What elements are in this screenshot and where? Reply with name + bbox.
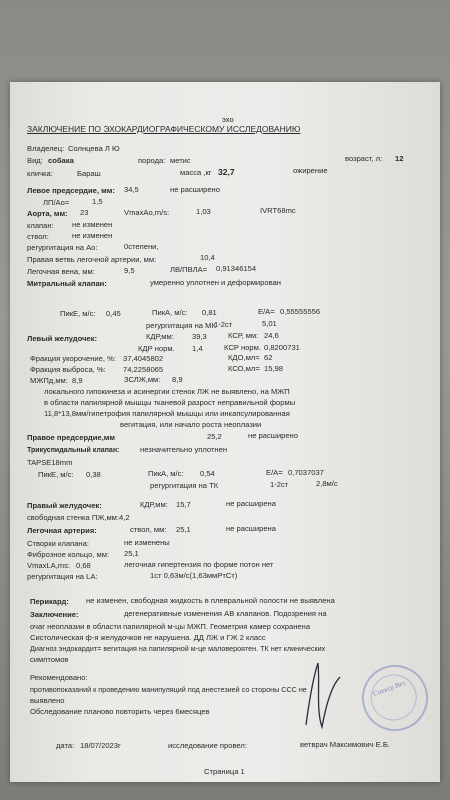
ra-label: Правое предсердие,мм: [27, 433, 115, 442]
pa-reg: 1ст 0,63м/с(1,63ммРтСт): [150, 571, 238, 580]
owner-label: Владелец:: [27, 144, 65, 153]
stamp-inner-ring: [364, 668, 423, 727]
signature: [296, 655, 356, 735]
rv-note: не расширена: [226, 499, 276, 508]
stamp-text: Спектр Вет: [372, 678, 407, 698]
date-value: 18/07/2023г: [80, 741, 121, 750]
lv-kdo: 62: [264, 353, 273, 362]
ra-note: не расширено: [248, 431, 298, 440]
pa-note: не расширена: [226, 524, 276, 533]
page-number: Страница 1: [204, 767, 245, 776]
status-value: ожирение: [293, 166, 328, 175]
pericard-label: Перикард:: [30, 597, 69, 606]
tricuspid-peake: 0,38: [86, 470, 101, 479]
tricuspid-desc: незначительно уплотнен: [140, 445, 228, 454]
recommend-line-1: противопоказаний к проведению манипуляций под анестезией со стороны ССС не: [30, 685, 307, 694]
aorta-valve-label: клапан:: [27, 221, 54, 230]
lv-ef-label: Фракция выброса, %:: [30, 365, 106, 374]
tricuspid-label: Трикуспидальный клапан:: [27, 447, 120, 454]
lv-note-2: в области папилярной мышцы тканевой разрост неправильной формы: [44, 398, 296, 407]
aorta-reg-label: регургитация на Ao:: [27, 243, 98, 252]
lv-label: Левый желудочек:: [27, 334, 97, 343]
lv-note-4: вегитация, или начало роста неоплазии: [120, 420, 262, 429]
lv-kdo-label: КДО,мл=: [228, 353, 260, 362]
species-value: собака: [48, 156, 74, 165]
aorta-trunk: не изменен: [72, 231, 113, 240]
owner-value: Солнцева Л Ю: [68, 144, 120, 153]
mitral-peaka-label: ПикА, м/с:: [152, 308, 188, 317]
pa-ring-label: Фиброзное кольцо, мм:: [27, 550, 110, 559]
la-label: Левое предсердие, мм:: [27, 186, 115, 195]
lv-kdr-norm-label: КДР норм.: [138, 344, 175, 353]
breed-label: порода:: [138, 156, 166, 165]
mitral-reg-val: 5,01: [262, 319, 277, 328]
mass-value: 32,7: [218, 167, 235, 177]
report-title: ЗАКЛЮЧЕНИЕ ПО ЭХОКАРДИОГРАФИЧЕСКОМУ ИССЛЕДОВАНИЮ: [27, 124, 301, 134]
lv-mzhp: 8,9: [72, 376, 83, 385]
mitral-label: Митральный клапан:: [27, 279, 107, 288]
pa-vmax: 0,68: [76, 561, 91, 570]
la-ratio-label: ЛП/Ао=: [43, 198, 70, 207]
recommend-line-3: Обследование планово повторить через 6месяцев: [30, 707, 210, 716]
ra-value: 25,2: [207, 432, 222, 441]
species-label: Вид:: [27, 156, 43, 165]
la-note: не расширено: [170, 185, 220, 194]
doctor-label: исследование провел:: [168, 741, 247, 750]
tricuspid-peake-label: ПикЕ, м/с:: [38, 470, 74, 479]
lv-ksr-norm-label: КСР норм.: [224, 343, 261, 352]
lv-ef: 74,2258065: [123, 365, 164, 374]
conclusion-label: Заключение:: [30, 610, 79, 619]
date-label: дата:: [56, 741, 75, 750]
mitral-peake: 0,45: [106, 309, 121, 318]
tricuspid-reg-deg: 1-2ст: [270, 480, 289, 489]
age-label: возраст, л:: [345, 154, 383, 163]
pa-trunk: 25,1: [176, 525, 191, 534]
mitral-peake-label: ПикЕ, м/с:: [60, 309, 96, 318]
aorta-vmax-label: VmaxAo,m/s:: [124, 208, 170, 217]
conclusion-line-4: Диагноз эндокардит= вегитация на папилярной м-це маловероятен. ТК нет клинических: [30, 644, 326, 653]
aorta-reg: 0степени,: [124, 242, 159, 251]
pv-ratio: 0,91346154: [216, 264, 257, 273]
tricuspid-reg-label: регургитация на ТК: [150, 481, 219, 490]
rv-wall: свободная стенка ПЖ,мм:4,2: [27, 513, 130, 522]
lv-fs-label: Фракция укорочение, %:: [30, 354, 116, 363]
la-ratio: 1,5: [92, 197, 103, 206]
conclusion-line-1: дегенеративные изменения АВ клапанов. Подозрения на: [124, 609, 327, 618]
lv-zslzh: 8,9: [172, 375, 183, 384]
lv-kdr-norm: 1,4: [192, 344, 203, 353]
conclusion-line-5: симптомов: [30, 655, 69, 664]
la-value: 34,5: [124, 185, 139, 194]
pa-label: Легочная артерия:: [27, 526, 97, 535]
lv-kso: 15,98: [264, 364, 284, 373]
aorta-ivrt: IVRT68mc: [260, 206, 296, 215]
lv-ksr-label: КСР, мм:: [228, 331, 259, 340]
pa-leaf-label: Створки клапана:: [27, 539, 89, 548]
tricuspid-reg-val: 2,8м/с: [316, 479, 338, 488]
nick-label: кличка:: [27, 169, 53, 178]
mass-label: масса ,кг: [180, 168, 212, 177]
doctor-name: ветврач Максимович Е.Б.: [300, 740, 390, 749]
recommend-label: Рекомендовано:: [30, 673, 88, 682]
lv-kdr: 39,3: [192, 332, 207, 341]
rv-kdr-label: КДР,мм:: [140, 500, 168, 509]
nick-value: Бараш: [77, 169, 101, 178]
tricuspid-peaka: 0,54: [200, 469, 215, 478]
lv-kdr-label: КДР,мм:: [146, 332, 174, 341]
mitral-reg-label: регургитация на МК: [146, 321, 216, 330]
lv-fs: 37,4045802: [123, 354, 164, 363]
pa-vmax-label: VmaxLA,ms:: [27, 561, 71, 570]
pa-ring: 25,1: [124, 549, 139, 558]
lv-mzhp-label: МЖПд,мм:: [30, 376, 68, 385]
lv-note-1: локального гипокинеза и асинергии стенок ЛЖ не выявлено, на МЖП: [44, 387, 290, 396]
age-value: 12: [395, 154, 404, 163]
lv-ksr: 24,6: [264, 331, 279, 340]
aorta-trunk-label: ствол:: [27, 232, 49, 241]
tapse-value: TAPSE18mm: [27, 458, 73, 467]
pa-vmax-note: легочная гипертензия по форме потон нет: [124, 560, 274, 569]
breed-value: метис: [170, 156, 191, 165]
rv-label: Правый желудочек:: [27, 501, 102, 510]
mitral-peaka: 0,81: [202, 308, 217, 317]
recommend-line-2: выявлено: [30, 696, 65, 705]
conclusion-line-3: Систолическая ф-я желудочков не нарушена. ДД ЛЖ и ГЖ 2 класс: [30, 633, 266, 642]
pv-label: Легочная вена, мм:: [27, 267, 95, 276]
pericard-text: не изменен, свободная жидкость в плевральной полости не выявлена: [86, 596, 335, 605]
tricuspid-peaka-label: ПикА, м/с:: [148, 469, 184, 478]
tricuspid-ea: 0,7037037: [288, 468, 324, 477]
aorta-label: Аорта, мм:: [27, 209, 68, 218]
mitral-ea-label: E/A=: [258, 307, 275, 316]
aorta-value: 23: [80, 208, 89, 217]
lv-ksr-norm: 0,8200731: [264, 343, 300, 352]
mitral-ea: 0,55555556: [280, 307, 321, 316]
conclusion-line-2: очаг неоплазии в области папилярной м-цы МЖП. Геометрия камер сохранена: [30, 622, 311, 631]
rv-kdr: 15,7: [176, 500, 191, 509]
pa-leaf: не изменены: [124, 538, 170, 547]
aorta-valve: не изменен: [72, 220, 113, 229]
lv-kso-label: КСО,мл=: [228, 364, 260, 373]
pa-branch-value: 10,4: [200, 253, 215, 262]
mitral-desc: умеренно уплотнен и деформирован: [150, 278, 281, 287]
lv-note-3: 11,8*13,8мм/гипетрофия папилярной мышцы или инкапсулированная: [44, 409, 290, 418]
lv-zslzh-label: ЗСЛЖ,мм:: [124, 375, 161, 384]
tricuspid-ea-label: E/A=: [266, 468, 283, 477]
pa-reg-label: регургитация на LA:: [27, 572, 98, 581]
pa-branch-label: Правая ветвь легочной артерии, мм:: [27, 255, 157, 264]
pv-value: 9,5: [124, 266, 135, 275]
pa-trunk-label: ствол, мм:: [130, 525, 167, 534]
mitral-reg-deg: 1-2ст: [214, 320, 233, 329]
pv-ratio-label: ЛВ/ПВЛА=: [170, 265, 208, 274]
header-small: эхо: [222, 115, 234, 124]
aorta-vmax: 1,03: [196, 207, 211, 216]
